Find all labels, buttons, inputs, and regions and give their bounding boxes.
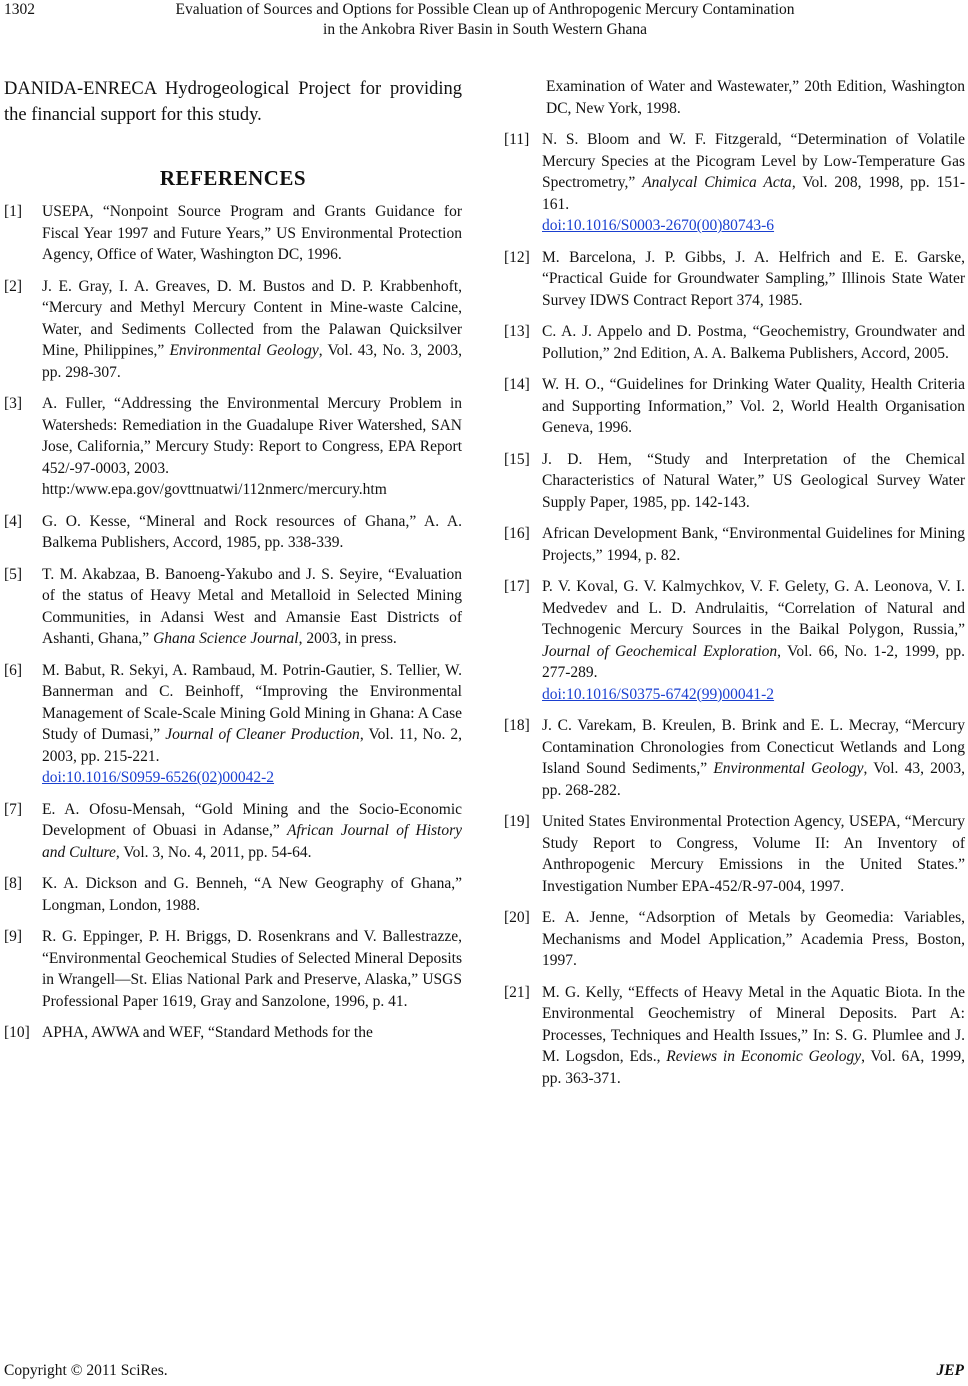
reference-number: [17] xyxy=(504,578,530,595)
reference-details: , 2003, in press. xyxy=(298,630,397,647)
page-footer xyxy=(0,1362,968,1384)
page-header xyxy=(0,0,968,42)
reference-number: [13] xyxy=(504,323,530,340)
reference-body: W. H. O., “Guidelines for Drinking Water Quality, Health Criteria and Supporting Information,” Vol. 2, World Health Organisation Geneva, 1996. xyxy=(542,376,965,436)
reference-details: , Vol. 11, No. 2, 2003, pp. 215-221. xyxy=(42,726,463,765)
reference-item xyxy=(504,576,965,705)
reference-number: [8] xyxy=(4,875,23,892)
reference-number: [16] xyxy=(504,525,530,542)
reference-item xyxy=(4,873,462,916)
reference-number: [6] xyxy=(4,661,23,679)
reference-body: K. A. Dickson and G. Benneh, “A New Geography of Ghana,” Longman, London, 1988. xyxy=(42,875,462,914)
reference-journal: Environmental Geology xyxy=(169,342,319,359)
reference-details: , Vol. 3, No. 4, 2011, pp. 54-64. xyxy=(115,843,312,861)
reference-journal: African Journal of History and Culture xyxy=(42,822,462,861)
left-column xyxy=(4,76,462,1054)
running-title xyxy=(90,0,880,40)
reference-number: [9] xyxy=(4,928,23,945)
journal-abbreviation: JEP xyxy=(936,1362,964,1379)
reference-journal: Reviews in Economic Geology xyxy=(666,1048,862,1065)
reference-details: , Vol. 6A, 1999, pp. 363-371. xyxy=(542,1048,965,1087)
reference-body: African Development Bank, “Environmental Guidelines for Mining Projects,” 1994, p. 82. xyxy=(542,525,965,564)
reference-details: , Vol. 208, 1998, pp. 151-161. xyxy=(542,174,965,213)
reference-item xyxy=(4,660,462,789)
reference-number: [20] xyxy=(504,909,530,926)
reference-number: [14] xyxy=(504,376,530,393)
reference-details: , Vol. 66, No. 1-2, 1999, pp. 277-289. xyxy=(542,642,966,681)
reference-item xyxy=(504,374,965,439)
reference-text xyxy=(42,276,462,384)
reference-details: , Vol. 43, 2003, pp. 268-282. xyxy=(542,760,965,799)
reference-details: , Vol. 43, No. 3, 2003, pp. 298-307. xyxy=(42,342,462,381)
reference-number: [7] xyxy=(4,800,23,818)
reference-item xyxy=(4,511,462,554)
reference-number: [11] xyxy=(504,131,530,148)
reference-list-left xyxy=(4,201,462,1044)
reference-text xyxy=(42,1022,462,1044)
reference-url: http:/www.epa.gov/govttnuatwi/112nmerc/mercury.htm xyxy=(42,481,387,498)
reference-item xyxy=(4,393,462,501)
reference-item xyxy=(504,907,965,972)
reference-item xyxy=(4,926,462,1012)
doi-link[interactable]: doi:10.1016/S0003-2670(00)80743-6 xyxy=(542,217,775,234)
reference-body: T. M. Akabzaa, B. Banoeng-Yakubo and J. S. Seyire, “Evaluation of the status of Heavy Metal and Metalloid in Selected Mining Communities, in Adansi West and Amansie East Districts of Ashanti, Ghana,” xyxy=(42,565,462,647)
reference-body: United States Environmental Protection Agency, USEPA, “Mercury Study Report to Congress, Volume II: An Inventory of Anthropogenic Mercury Emissions in the United States.” Investigation Number EPA-452/R-97-004, 1997. xyxy=(542,813,965,895)
reference-text xyxy=(542,811,965,897)
running-title-line-1: Evaluation of Sources and Options for Possible Clean up of Anthropogenic Mercury Contamination xyxy=(175,1,795,18)
reference-item xyxy=(504,321,965,364)
reference-text xyxy=(542,449,965,514)
reference-number: [2] xyxy=(4,277,23,295)
reference-number: [19] xyxy=(504,813,530,830)
reference-item xyxy=(4,564,462,650)
reference-number: [5] xyxy=(4,565,23,583)
reference-journal: Analycal Chimica Acta xyxy=(642,174,792,191)
reference-text xyxy=(42,660,462,789)
reference-text xyxy=(542,129,965,237)
reference-item xyxy=(504,247,965,312)
reference-text xyxy=(42,873,462,916)
reference-item xyxy=(4,799,462,864)
reference-body: G. O. Kesse, “Mineral and Rock resources of Ghana,” A. A. Balkema Publishers, Accord, 1985, pp. 338-339. xyxy=(42,512,462,551)
reference-number: [15] xyxy=(504,450,530,468)
doi-link[interactable]: doi:10.1016/S0959-6526(02)00042-2 xyxy=(42,769,275,786)
reference-text xyxy=(542,523,965,566)
reference-text xyxy=(42,393,462,501)
reference-body: J. C. Varekam, B. Kreulen, B. Brink and E. L. Mecray, “Mercury Contamination Chronologies from Conecticut Wetlands and Long Island Sound Sediments,” xyxy=(542,717,965,777)
reference-journal: Journal of Cleaner Production xyxy=(165,726,360,743)
reference-body: N. S. Bloom and W. F. Fitzgerald, “Determination of Volatile Mercury Species at the Picogram Level by Low-Temperature Gas Spectrometry,” xyxy=(542,131,965,191)
reference-number: [18] xyxy=(504,717,530,734)
reference-item xyxy=(4,1022,462,1044)
reference-text xyxy=(542,907,965,972)
reference-text xyxy=(542,321,965,364)
reference-item xyxy=(504,523,965,566)
reference-item xyxy=(504,715,965,801)
reference-item xyxy=(4,201,462,266)
reference-text xyxy=(542,715,965,801)
reference-body: E. A. Jenne, “Adsorption of Metals by Geomedia: Variables, Mechanisms and Model Application,” Academia Press, Boston, 1997. xyxy=(542,909,965,969)
reference-body: M. G. Kelly, “Effects of Heavy Metal in the Aquatic Biota. In the Environmental Geochemistry of Mineral Deposits. Part A: Processes, Techniques and Health Issues,” In: S. G. Plumlee and J. M. Logsdon, Eds., xyxy=(542,983,965,1065)
copyright-notice: Copyright © 2011 SciRes. xyxy=(4,1362,168,1379)
running-title-line-2: in the Ankobra River Basin in South Western Ghana xyxy=(323,21,647,38)
reference-text xyxy=(542,247,965,312)
page-number: 1302 xyxy=(4,1,35,18)
reference-item xyxy=(4,276,462,384)
reference-body: J. E. Gray, I. A. Greaves, D. M. Bustos and D. P. Krabbenhoft, “Mercury and Methyl Mercury Content in Mine-waste Calcine, Water, and Sediments Collected from the Palawan Quicksilver Mine, Philippines,” xyxy=(42,277,462,359)
reference-number: [12] xyxy=(504,248,530,266)
reference-text xyxy=(542,374,965,439)
reference-number: [3] xyxy=(4,395,23,412)
reference-text xyxy=(42,201,462,266)
reference-body: USEPA, “Nonpoint Source Program and Grants Guidance for Fiscal Year 1997 and Future Years,” US Environmental Protection Agency, Office of Water, Washington DC, 1996. xyxy=(42,203,462,263)
reference-text xyxy=(542,982,965,1090)
reference-body: J. D. Hem, “Study and Interpretation of the Chemical Characteristics of Natural Water,” US Geological Survey Water Supply Paper, 1985, pp. 142-143. xyxy=(542,450,965,511)
reference-number: [1] xyxy=(4,203,23,220)
doi-link[interactable]: doi:10.1016/S0375-6742(99)00041-2 xyxy=(542,685,775,703)
reference-body: APHA, AWWA and WEF, “Standard Methods for the xyxy=(42,1024,373,1041)
reference-text xyxy=(42,926,462,1012)
reference-item xyxy=(504,811,965,897)
right-column xyxy=(504,76,965,1099)
reference-body: M. Babut, R. Sekyi, A. Rambaud, M. Potrin-Gautier, S. Tellier, W. Bannerman and C. Beinhoff, “Improving the Environmental Management of Scale-Scale Mining Gold Mining in Ghana: A Case Study of Dumasi,” xyxy=(42,661,462,743)
reference-body: P. V. Koval, G. V. Kalmychkov, V. F. Gelety, G. A. Leonova, V. I. Medvedev and L. D. Andrulaitis, “Correlation of Natural and Technogenic Mercury Sources in the Baikal Polygon, Russia,” xyxy=(542,578,965,638)
reference-number: [4] xyxy=(4,512,23,530)
reference-body: A. Fuller, “Addressing the Environmental Mercury Problem in Watersheds: Remediation in the Guadalupe River Watershed, SAN Jose, California,” Mercury Study: Report to Congress, EPA Report 452/-97-0003, 2003. xyxy=(42,395,462,477)
reference-number: [21] xyxy=(504,983,530,1001)
reference-journal: Ghana Science Journal xyxy=(153,630,299,647)
reference-item xyxy=(504,129,965,237)
reference-item xyxy=(504,982,965,1090)
reference-list-right xyxy=(504,76,965,1089)
reference-item xyxy=(504,449,965,514)
reference-body: R. G. Eppinger, P. H. Briggs, D. Rosenkrans and V. Ballestrazze, “Environmental Geochemical Studies of Selected Mineral Deposits in Wrangell—St. Elias National Park and Preserve, Alaska,” USGS Professional Paper 1619, Gray and Sanzolone, 1996, p. 41. xyxy=(42,928,462,1010)
reference-text xyxy=(42,799,462,864)
reference-number: [10] xyxy=(4,1024,30,1041)
reference-journal: Journal of Geochemical Exploration xyxy=(542,642,778,660)
reference-continuation: Examination of Water and Wastewater,” 20th Edition, Washington DC, New York, 1998. xyxy=(546,78,965,117)
reference-text xyxy=(542,576,965,705)
references-heading: REFERENCES xyxy=(159,166,307,190)
acknowledgement-text: DANIDA-ENRECA Hydrogeological Project for providing the financial support for this study. xyxy=(4,79,462,125)
reference-body: E. A. Ofosu-Mensah, “Gold Mining and the Socio-Economic Development of Obuasi in Adanse,” xyxy=(42,800,462,839)
reference-body: M. Barcelona, J. P. Gibbs, J. A. Helfrich and E. E. Garske, “Practical Guide for Groundwater Sampling,” Illinois State Water Survey IDWS Contract Report 374, 1985. xyxy=(542,248,965,309)
reference-text xyxy=(42,511,462,554)
reference-journal: Environmental Geology xyxy=(713,760,864,777)
reference-body: C. A. J. Appelo and D. Postma, “Geochemistry, Groundwater and Pollution,” 2nd Edition, A. A. Balkema Publishers, Accord, 2005. xyxy=(542,323,965,362)
reference-text xyxy=(42,564,462,650)
